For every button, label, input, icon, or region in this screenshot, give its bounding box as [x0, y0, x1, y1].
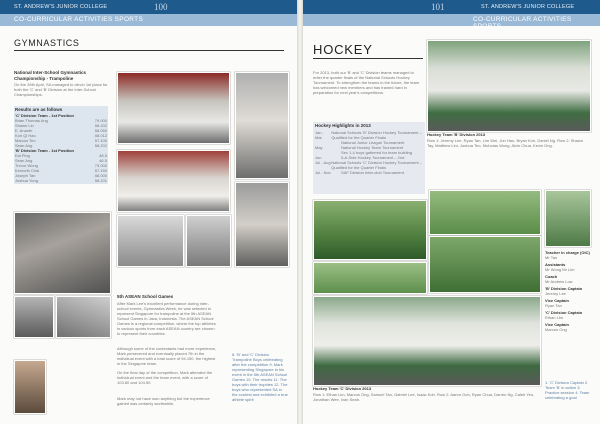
- sidebar-value: Marcus Ong: [545, 327, 567, 332]
- gymnast-photo: [14, 212, 111, 294]
- hockey-player-portrait: [545, 190, 591, 247]
- trampoline-photo-small-2: [56, 296, 111, 338]
- team-c-caption-title: Hockey Team 'C' Division 2013: [313, 386, 372, 391]
- sidebar-label: Coach: [545, 274, 558, 279]
- list-item: Trevor Wong 73.000: [15, 162, 107, 168]
- highlights-title: Hockey Highlights in 2013: [315, 123, 371, 128]
- list-item: Kenneth Chai 57.150: [15, 167, 107, 173]
- list-item: Sean Ang 58.202: [15, 142, 107, 148]
- sidebar-label: 'B' Division Captain: [545, 286, 583, 291]
- list-item: Brian Thomas Ang 79.000: [15, 117, 107, 123]
- asean-text-4: Mark may not have won anything but the experience gained was certainly worthwhile.: [117, 396, 210, 406]
- team-photo-c-division: [117, 72, 230, 144]
- right-page: [303, 0, 600, 424]
- list-item: Joseph Tan 58.000: [15, 172, 107, 178]
- list-item: Sean Ang 46.5: [15, 157, 107, 163]
- list-item: Koh Qi Hao 58.012: [15, 132, 107, 138]
- c-division-title: 'C' Division Team - 1st Position: [15, 112, 74, 118]
- right-header-title: ST. ANDREW'S JUNIOR COLLEGE: [481, 4, 575, 10]
- hockey-action-photo-2: [429, 190, 541, 235]
- right-captions: 1. 'C' Division Captain 2. Team 'B' in action 3. Practice session 4. Team celebrating a goal: [545, 380, 590, 400]
- hockey-action-photo-3: [429, 236, 541, 293]
- list-item: Sec 1-4 boys gathered for team building: [341, 149, 412, 155]
- athlete-portrait-photo: [14, 360, 46, 414]
- title-rule: [14, 50, 284, 51]
- list-item: Joshua Yong 58.101: [15, 177, 107, 183]
- list-item: E. Ananth 58.050: [15, 127, 107, 133]
- sidebar-label: 'C' Division Captain: [545, 310, 583, 315]
- list-item: Kai Ping 48.5: [15, 152, 107, 158]
- list-item: Jul - Aug National Schools 'C' Division Hockey Tournament – Qualified for the Quarter Finals: [315, 159, 422, 170]
- gymnast-action-photo: [235, 72, 289, 179]
- team-b-caption: Row 1: Jeremy Lee, Ryan Tan, Lim Wei, Jun Hao, Bryan Koh, Daniel Ng. Row 2: Shawn Tay, Matthew Lim, Joshua Teo, Nicholas Wong, Alvin Chua, Kevin Ong.: [427, 138, 583, 148]
- list-item: Shawn Lin 58.202: [15, 122, 107, 128]
- results-box: [14, 106, 108, 184]
- trophy-photo: [117, 215, 184, 267]
- sidebar-value: Mr Tan: [545, 255, 558, 260]
- left-header-title: ST. ANDREW'S JUNIOR COLLEGE: [14, 4, 108, 10]
- gymnastics-title: GYMNASTICS: [14, 38, 80, 48]
- team-c-caption: Row 1: Ethan Lim, Marcus Ong, Samuel Tan, Gabriel Lee, Isaac Koh. Row 2: Aaron Goh, Ryan Chua, Darren Ng, Caleb Yeo, Jonathan Wee, Ivan Seah.: [313, 392, 535, 402]
- sidebar-label: Vice Captain: [545, 322, 569, 327]
- intro-text: On the 26th April, SA managed to clinch 1st place for both the 'C' and 'B' Division at the Inter-School Championships.: [14, 82, 108, 97]
- asean-text-3: On the final day of the competition, Mark attended the individual event and the team event, with a score of 103.80 and 104.50.: [117, 370, 213, 385]
- sidebar-value: Ethan Lim: [545, 315, 564, 320]
- left-page-number: 100: [154, 2, 168, 12]
- hockey-intro: For 2013, both our 'B' and 'C' Division teams managed to enter the quarter finals of the National Schools Hockey Tournament. To strengthen the teams in the future, the team has welcomed new members and has trained hard in preparation for next year's competitions.: [313, 70, 420, 95]
- hockey-team-b-photo: [427, 40, 591, 132]
- trampoline-action-photo: [235, 182, 289, 267]
- team-b-caption-title: Hockey Team 'B' Division 2013: [427, 132, 486, 137]
- sidebar-label: Assistants: [545, 262, 566, 267]
- team-photo-b-division: [117, 150, 230, 212]
- sidebar-value: Ryan Tan: [545, 303, 562, 308]
- hockey-action-photo-1: [313, 200, 427, 260]
- hockey-title-rule: [313, 58, 423, 59]
- asean-text-2: Although some of the contestants had more experience, Mark persevered and eventually placed 7th in the individual event with a total score of 94.150, the highest in the Singapore team.: [117, 346, 217, 366]
- asean-title: 5th ASEAN School Games: [117, 294, 174, 299]
- sidebar-value: Mr Wong Mr Lim: [545, 267, 575, 272]
- right-band-label: CO-CURRICULAR ACTIVITIES SPORTS: [473, 16, 572, 30]
- b-division-title: 'B' Division Team - 1st Position: [15, 147, 74, 153]
- sidebar-value: Mr Andrew Low: [545, 279, 573, 284]
- asean-text-1: After Mark Lee's excellent performance during inter-school events, Gymnastics Week, he was selected to represent Singapore for trampoline at the 5th ASEAN School Games in Java, Indonesia. The ASEAN School Games is a regional competition, where the top athletes in various sports from each ASEAN country are chosen to represent their countries.: [117, 301, 216, 336]
- trampoline-photo-small-1: [14, 296, 54, 338]
- b-division-list: [15, 153, 107, 183]
- sidebar-label: Vice Captain: [545, 298, 569, 303]
- hockey-team-c-photo: [313, 296, 541, 386]
- highlights-box: [313, 122, 425, 194]
- sidebar-label: Teacher in charge (OIC): [545, 250, 590, 255]
- left-page: [0, 0, 297, 424]
- list-item: Marcus Teo 57.100: [15, 137, 107, 143]
- right-page-number: 101: [431, 2, 445, 12]
- list-item: May National Hockey Team Tournament: [315, 144, 404, 150]
- list-item: Jun 5-A-Side Hockey Tournament – 2nd: [315, 154, 405, 160]
- results-title: Results are as follows: [15, 107, 63, 112]
- hockey-sidebar: [545, 250, 595, 334]
- left-captions: 8. 'B' and 'C' Division Trampoline Boys celebrating after the competition 9. Mark representing Singapore in his event in the 5th ASEAN School Games 10. The results 11. The boys with their trophies 12. The boys who represented SA in the contest and exhibited a true athlete spirit: [232, 352, 288, 402]
- left-band-label: CO-CURRICULAR ACTIVITIES SPORTS: [14, 16, 144, 23]
- sidebar-value: Jeremy Lee: [545, 291, 566, 296]
- podium-photo: [186, 215, 231, 267]
- hockey-title: HOCKEY: [313, 42, 373, 57]
- list-item: Jan - Mar National Schools 'B' Division Hockey Tournament – Qualified for the Quarter Finals: [315, 129, 422, 140]
- c-division-list: [15, 118, 107, 148]
- hockey-action-photo-4: [313, 262, 427, 294]
- intro-title: National Inter-School Gymnastics Championship - Trampoline: [14, 70, 87, 81]
- list-item: Jul - Nov SAF Division Inter-club Tournament: [315, 169, 404, 175]
- list-item: National Junior League Tournament: [341, 139, 405, 145]
